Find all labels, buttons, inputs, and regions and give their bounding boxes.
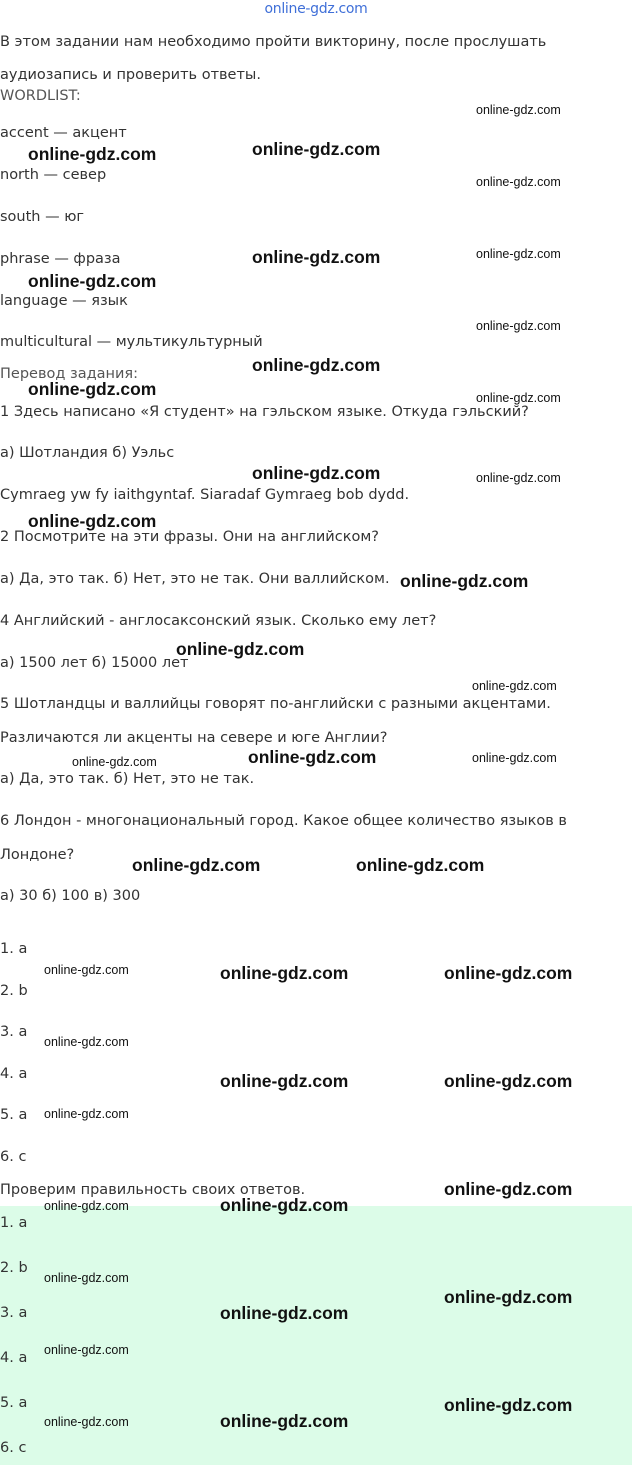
watermark-text: online-gdz.com [252,355,381,375]
wordlist-item: north — север [0,167,107,183]
gaelic-phrase: Cymraeg yw fy iaithgyntaf. Siaradaf Gymraeg bob dydd. [0,487,410,503]
watermark-text: online-gdz.com [444,1179,573,1199]
watermark-text: online-gdz.com [476,391,561,405]
answer-item: 5. a [0,1107,28,1123]
watermark-text: online-gdz.com [44,1415,129,1429]
checked-answer-item: 2. b [0,1260,28,1276]
watermark-text: online-gdz.com [444,963,573,983]
answer-item: 4. a [0,1066,28,1082]
answer-item: 1. a [0,941,28,957]
answer-item: 6. c [0,1149,27,1165]
watermark-text: online-gdz.com [400,571,529,591]
checked-answer-item: 5. a [0,1395,28,1411]
watermark-text: online-gdz.com [220,1303,349,1323]
quiz-options-6: а) 30 б) 100 в) 300 [0,888,141,904]
watermark-text: online-gdz.com [44,1343,129,1357]
check-heading: Проверим правильность своих ответов. [0,1182,306,1198]
watermark-text: online-gdz.com [472,679,557,693]
watermark-text: online-gdz.com [44,1271,129,1285]
watermark-text: online-gdz.com [472,751,557,765]
watermark-text: online-gdz.com [44,1035,129,1049]
quiz-question-2: 2 Посмотрите на эти фразы. Они на английском? [0,529,379,545]
watermark-text: online-gdz.com [252,139,381,159]
quiz-question-1: 1 Здесь написано «Я студент» на гэльском языке. Откуда гэльский? [0,404,529,420]
wordlist-item: accent — акцент [0,125,127,141]
checked-answer-item: 6. c [0,1440,27,1456]
quiz-question-5-line-2: Различаются ли акценты на севере и юге Англии? [0,730,388,746]
watermark-text: online-gdz.com [28,144,157,164]
watermark-text: online-gdz.com [476,103,561,117]
intro-text-line-2: аудиозапись и проверить ответы. [0,67,261,83]
quiz-question-6-line-2: Лондоне? [0,847,75,863]
watermark-text: online-gdz.com [220,1195,349,1215]
watermark-text: online-gdz.com [176,639,305,659]
wordlist-heading-partial: WORDLIST: [0,88,81,104]
watermark-text: online-gdz.com [28,271,157,291]
wordlist-item: language — язык [0,293,128,309]
quiz-options-1: а) Шотландия б) Уэльс [0,445,175,461]
watermark-text: online-gdz.com [356,855,485,875]
watermark-text: online-gdz.com [444,1071,573,1091]
answer-item: 3. a [0,1024,28,1040]
wordlist-item: phrase — фраза [0,251,121,267]
watermark-text: online-gdz.com [28,379,157,399]
quiz-options-5: а) Да, это так. б) Нет, это не так. [0,771,255,787]
watermark-text: online-gdz.com [252,247,381,267]
watermark-text: online-gdz.com [476,471,561,485]
site-header-link[interactable]: online-gdz.com [264,1,368,17]
watermark-text: online-gdz.com [220,963,349,983]
watermark-text: online-gdz.com [248,747,377,767]
watermark-text: online-gdz.com [72,755,157,769]
checked-answer-item: 3. a [0,1305,28,1321]
quiz-options-4: а) 1500 лет б) 15000 лет [0,655,189,671]
watermark-text: online-gdz.com [252,463,381,483]
quiz-question-4: 4 Английский - англосаксонский язык. Сколько ему лет? [0,613,437,629]
watermark-text: online-gdz.com [444,1287,573,1307]
watermark-text: online-gdz.com [28,511,157,531]
checked-answer-item: 4. a [0,1350,28,1366]
watermark-text: online-gdz.com [44,1199,129,1213]
watermark-text: online-gdz.com [476,247,561,261]
wordlist-item: south — юг [0,209,85,225]
quiz-question-6-line-1: 6 Лондон - многонациональный город. Какое общее количество языков в [0,813,567,829]
watermark-text: online-gdz.com [476,175,561,189]
watermark-text: online-gdz.com [44,1107,129,1121]
translation-heading-partial: Перевод задания: [0,366,139,382]
watermark-text: online-gdz.com [444,1395,573,1415]
watermark-text: online-gdz.com [44,963,129,977]
quiz-question-5-line-1: 5 Шотландцы и валлийцы говорят по-английски с разными акцентами. [0,696,551,712]
watermark-text: online-gdz.com [220,1071,349,1091]
watermark-text: online-gdz.com [132,855,261,875]
watermark-text: online-gdz.com [220,1411,349,1431]
wordlist-item: multicultural — мультикультурный [0,334,263,350]
intro-text-line-1: В этом задании нам необходимо пройти викторину, после прослушать [0,34,547,50]
answer-item: 2. b [0,983,28,999]
watermark-text: online-gdz.com [476,319,561,333]
checked-answer-item: 1. a [0,1215,28,1231]
quiz-options-2: а) Да, это так. б) Нет, это не так. Они валлийском. [0,571,390,587]
